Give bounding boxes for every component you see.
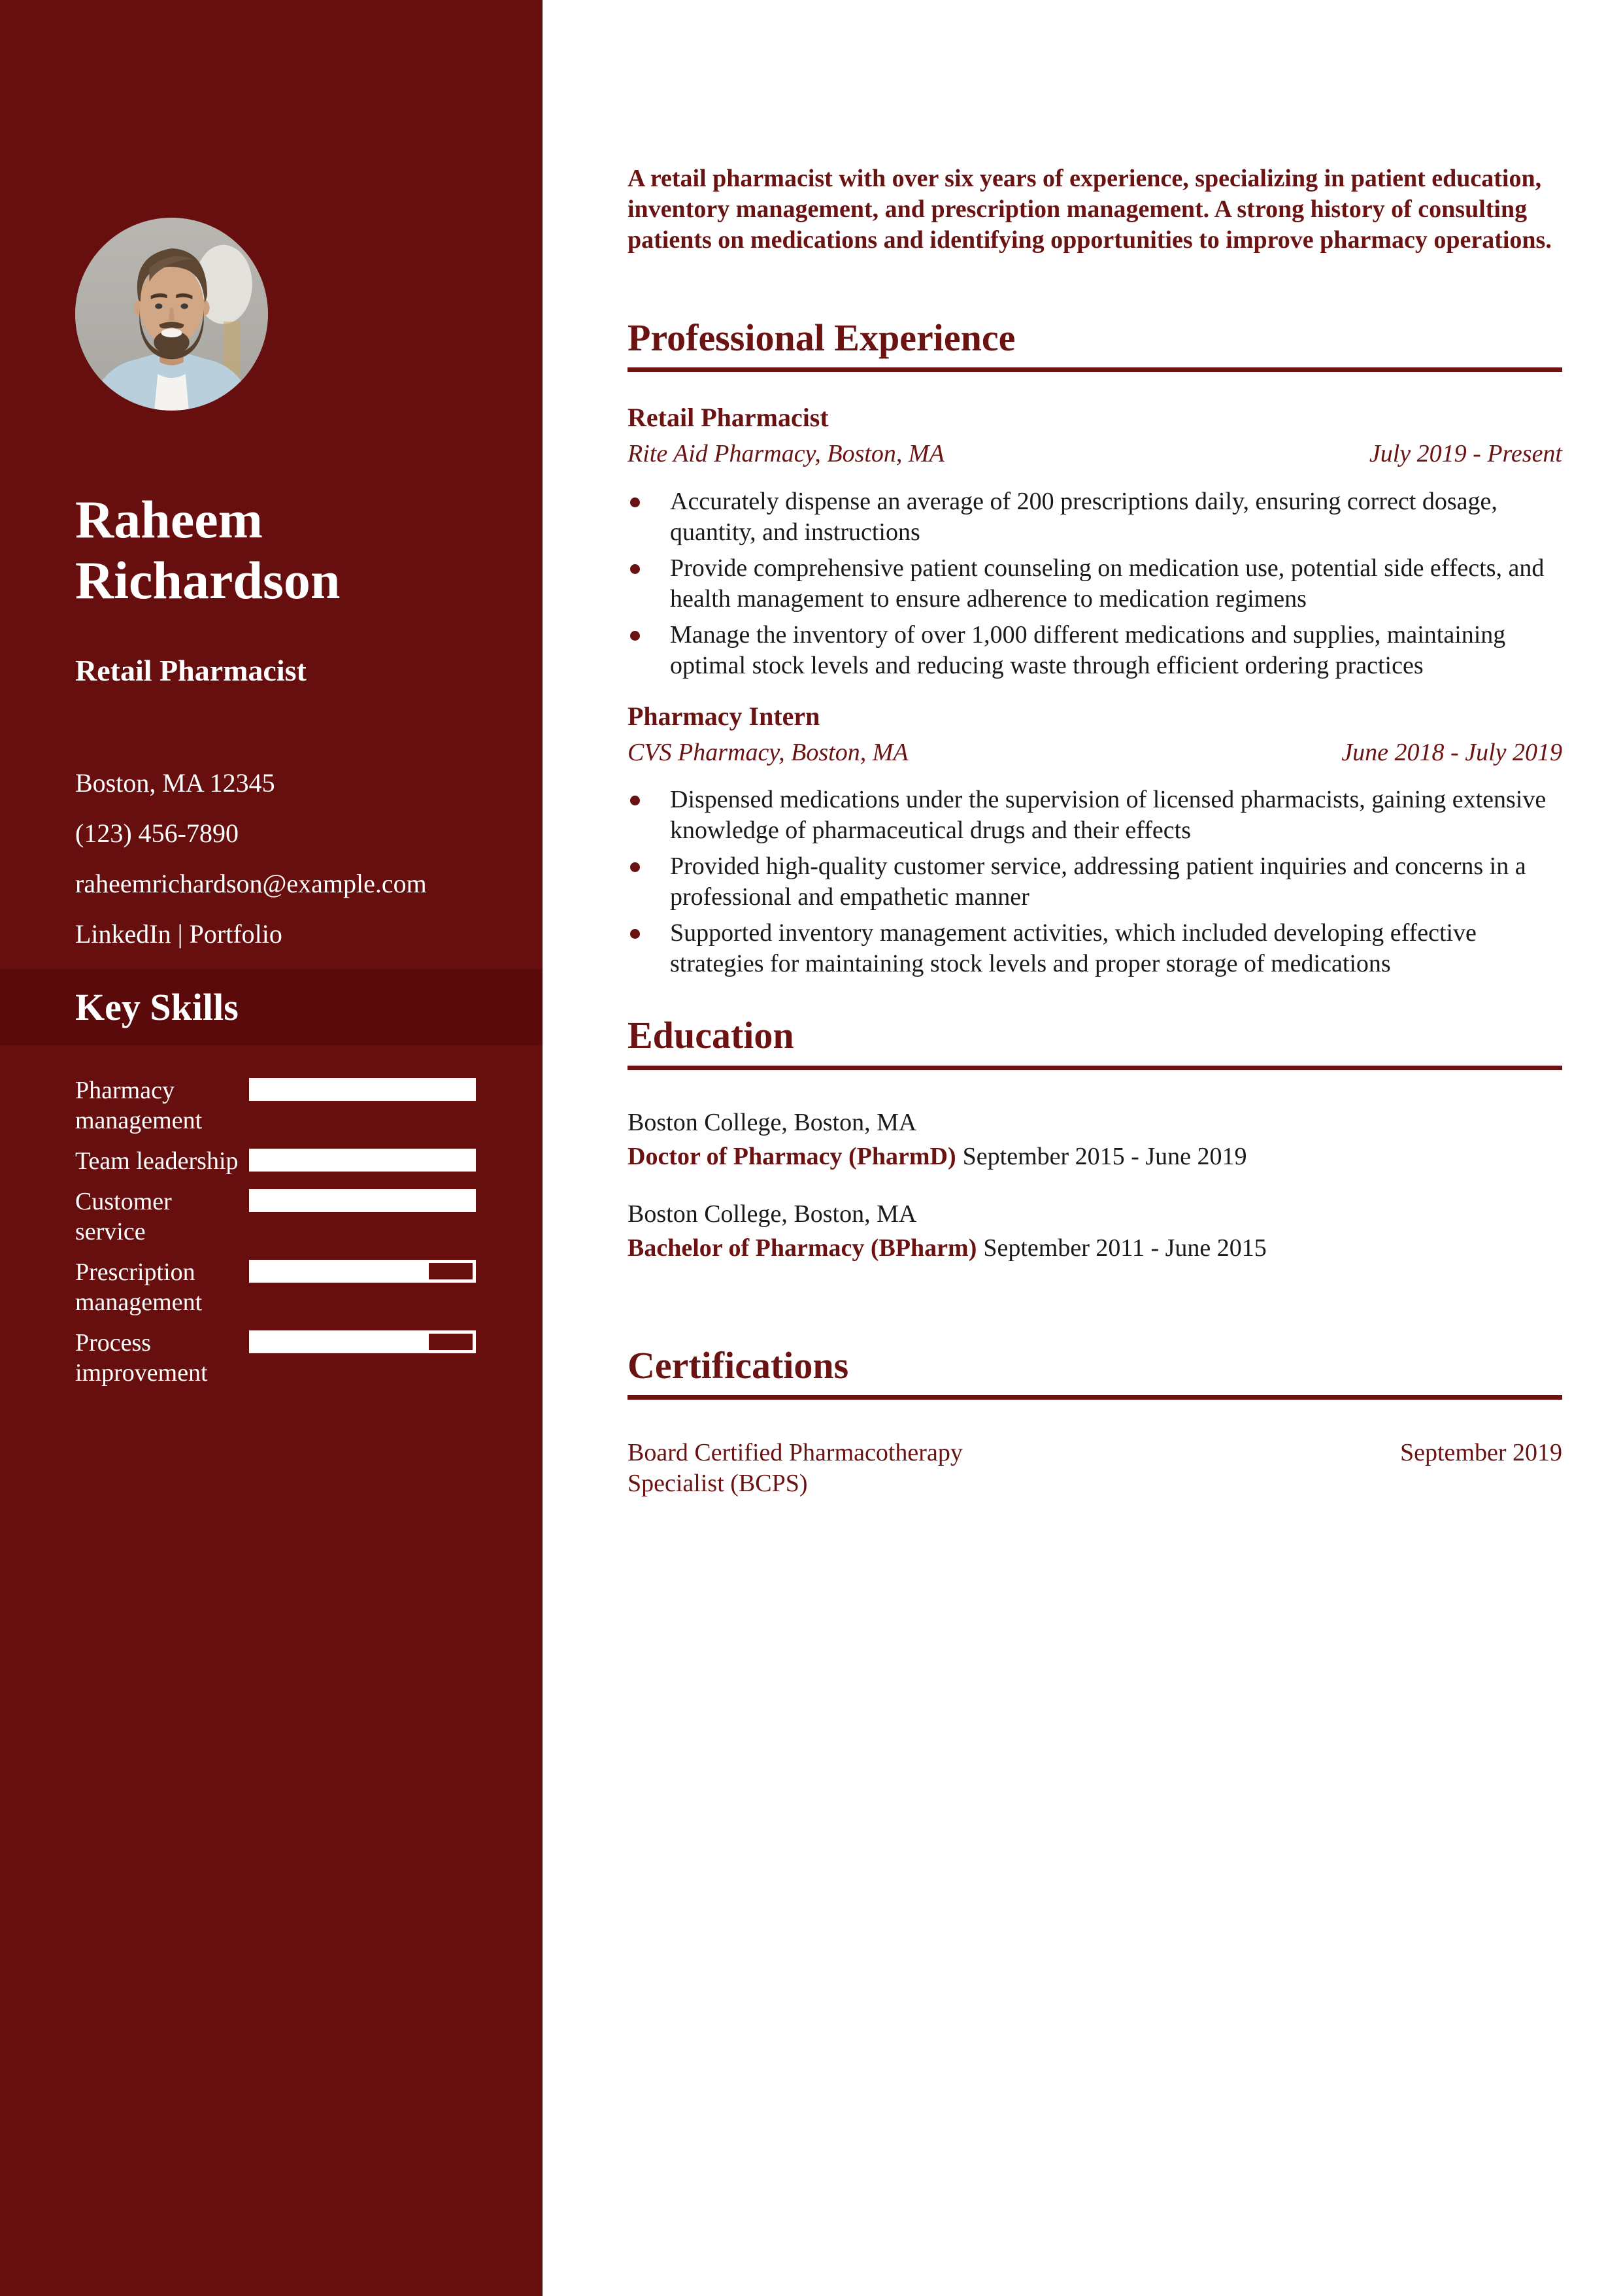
bullet-marker bbox=[630, 862, 640, 872]
bullet-marker bbox=[630, 631, 640, 641]
skill-bar bbox=[249, 1149, 476, 1172]
education-degree: Bachelor of Pharmacy (BPharm) bbox=[627, 1234, 977, 1262]
job-title: Pharmacy Intern bbox=[627, 701, 820, 731]
certification-entry bbox=[627, 1438, 1562, 1499]
skill-label: Pharmacy management bbox=[75, 1076, 203, 1134]
job-company: Rite Aid Pharmacy, Boston, MA bbox=[627, 440, 945, 468]
skills-list bbox=[75, 1075, 543, 1388]
education-degree: Doctor of Pharmacy (PharmD) bbox=[627, 1142, 956, 1170]
person-name: Raheem Richardson bbox=[75, 490, 341, 611]
contact-phone: (123) 456-7890 bbox=[75, 818, 239, 848]
key-skills-header-label: Key Skills bbox=[75, 985, 239, 1028]
profile-photo-illustration bbox=[75, 218, 268, 411]
job-meta bbox=[627, 439, 1562, 469]
job-dates: July 2019 - Present bbox=[1369, 440, 1562, 468]
bullet-marker bbox=[630, 498, 640, 507]
certification-name: Board Certified Pharmacotherapy Specialist (BCPS) bbox=[627, 1438, 963, 1497]
skill-bar bbox=[249, 1260, 476, 1283]
bullet-text: Manage the inventory of over 1,000 different medications and supplies, maintaining optimal stock levels and reducing waste through efficient ordering practices bbox=[670, 620, 1506, 679]
portfolio-link[interactable]: Portfolio bbox=[189, 919, 282, 949]
section-rule bbox=[627, 1395, 1562, 1400]
bullet-text: Provide comprehensive patient counseling on medication use, potential side effects, and health management to ensure adherence to medication regimens bbox=[670, 554, 1545, 613]
section-heading-experience: Professional Experience bbox=[627, 316, 1016, 359]
bullet-text: Supported inventory management activities, which included developing effective strategies for maintaining stock levels and proper storage of medications bbox=[670, 919, 1477, 978]
education-degree-line bbox=[627, 1231, 1562, 1265]
section-rule bbox=[627, 1066, 1562, 1070]
bullet-text: Provided high-quality customer service, addressing patient inquiries and concerns in a professional and empathetic manner bbox=[670, 853, 1526, 911]
section-heading-education: Education bbox=[627, 1014, 794, 1057]
job-entry bbox=[627, 701, 1562, 980]
bullet-text: Accurately dispense an average of 200 prescriptions daily, ensuring correct dosage, quantity, and instructions bbox=[670, 487, 1498, 546]
skill-label: Customer service bbox=[75, 1187, 172, 1245]
job-company: CVS Pharmacy, Boston, MA bbox=[627, 738, 909, 766]
certification-date: September 2019 bbox=[1399, 1438, 1562, 1466]
skill-row-process-improvement bbox=[75, 1328, 543, 1388]
contact-email: raheemrichardson@example.com bbox=[75, 868, 427, 898]
professional-summary: A retail pharmacist with over six years of experience, specializing in patient education, inventory management, and prescription management. A strong history of consulting patients on medications and identifying opportunities to improve pharmacy operations. bbox=[627, 165, 1552, 254]
bullet-item bbox=[627, 486, 1562, 548]
contact-links bbox=[75, 919, 516, 950]
person-job-title: Retail Pharmacist bbox=[75, 653, 307, 687]
bullet-item bbox=[627, 851, 1562, 913]
section-rule bbox=[627, 367, 1562, 372]
bullet-item bbox=[627, 918, 1562, 979]
education-school: Boston College, Boston, MA bbox=[627, 1108, 917, 1136]
bullet-text: Dispensed medications under the supervision of licensed pharmacists, gaining extensive knowledge of pharmaceutical drugs and their effects bbox=[670, 786, 1547, 845]
skill-bar-fill bbox=[252, 1081, 473, 1098]
key-skills-header bbox=[0, 969, 543, 1045]
job-meta bbox=[627, 738, 1562, 768]
skill-label: Process improvement bbox=[75, 1328, 208, 1387]
contact-block bbox=[75, 768, 516, 950]
job-entry bbox=[627, 402, 1562, 681]
skill-row-team-leadership bbox=[75, 1146, 543, 1176]
skill-row-prescription-management bbox=[75, 1257, 543, 1317]
job-title: Retail Pharmacist bbox=[627, 403, 829, 433]
profile-photo bbox=[75, 218, 268, 411]
linkedin-link[interactable]: LinkedIn bbox=[75, 919, 171, 949]
education-degree-line bbox=[627, 1140, 1562, 1173]
bullet-item bbox=[627, 553, 1562, 615]
bullet-item bbox=[627, 785, 1562, 846]
education-list bbox=[627, 1106, 1562, 1265]
skill-row-pharmacy-management bbox=[75, 1075, 543, 1136]
skill-bar-fill bbox=[252, 1334, 429, 1350]
skill-bar-fill bbox=[252, 1263, 429, 1279]
bullet-marker bbox=[630, 929, 640, 939]
skill-bar-fill bbox=[252, 1152, 473, 1168]
skill-bar bbox=[249, 1078, 476, 1101]
education-dates: September 2015 - June 2019 bbox=[962, 1142, 1247, 1170]
skill-bar bbox=[249, 1330, 476, 1353]
skill-label: Team leadership bbox=[75, 1147, 239, 1175]
education-school: Boston College, Boston, MA bbox=[627, 1200, 917, 1228]
skill-bar bbox=[249, 1189, 476, 1212]
skill-bar-fill bbox=[252, 1192, 473, 1209]
job-bullets bbox=[627, 785, 1562, 979]
links-separator: | bbox=[177, 919, 183, 949]
skill-row-customer-service bbox=[75, 1187, 543, 1247]
bullet-item bbox=[627, 620, 1562, 681]
section-heading-certifications: Certifications bbox=[627, 1343, 849, 1387]
contact-location: Boston, MA 12345 bbox=[75, 768, 275, 798]
education-dates: September 2011 - June 2015 bbox=[983, 1234, 1267, 1262]
bullet-marker bbox=[630, 564, 640, 574]
job-bullets bbox=[627, 486, 1562, 681]
job-dates: June 2018 - July 2019 bbox=[1341, 738, 1562, 766]
bullet-marker bbox=[630, 796, 640, 805]
education-entry bbox=[627, 1106, 1562, 1173]
main-column bbox=[543, 0, 1623, 2296]
skill-label: Prescription management bbox=[75, 1258, 203, 1316]
education-entry bbox=[627, 1197, 1562, 1265]
sidebar bbox=[0, 0, 543, 2296]
